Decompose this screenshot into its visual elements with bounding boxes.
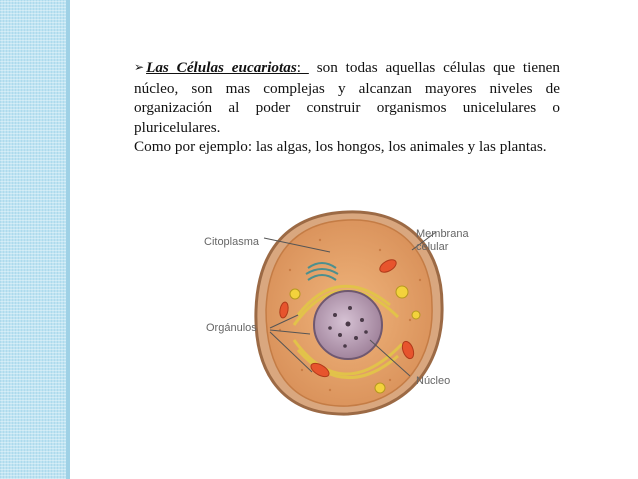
arrow-bullet-icon: ➢ <box>134 60 145 74</box>
label-membrana-line2: celular <box>416 241 449 253</box>
label-citoplasma: Citoplasma <box>204 236 260 248</box>
decorative-left-band-edge <box>66 0 70 479</box>
label-membrana <box>416 228 469 254</box>
eukaryote-definition <box>134 58 560 137</box>
label-membrana-line1: Membrana <box>416 228 469 240</box>
label-organulos: Orgánulos <box>206 322 257 334</box>
example-text: Como por ejemplo: las algas, los hongos, los animales y las plantas. <box>134 138 547 156</box>
text-block <box>134 58 560 157</box>
term-colon: : <box>296 59 301 76</box>
term-eukaryotic-cells: Las Células eucariotas <box>146 59 297 76</box>
definition-text: son todas aquellas células que tienen núcleo, son mas complejas y alcanzan mayores niveles de organización al poder construir organismos unicelulares o pluricelulares. <box>134 59 561 136</box>
decorative-left-band <box>0 0 70 479</box>
label-nucleo: Núcleo <box>416 375 451 387</box>
eukaryotic-cell-figure <box>180 210 520 430</box>
